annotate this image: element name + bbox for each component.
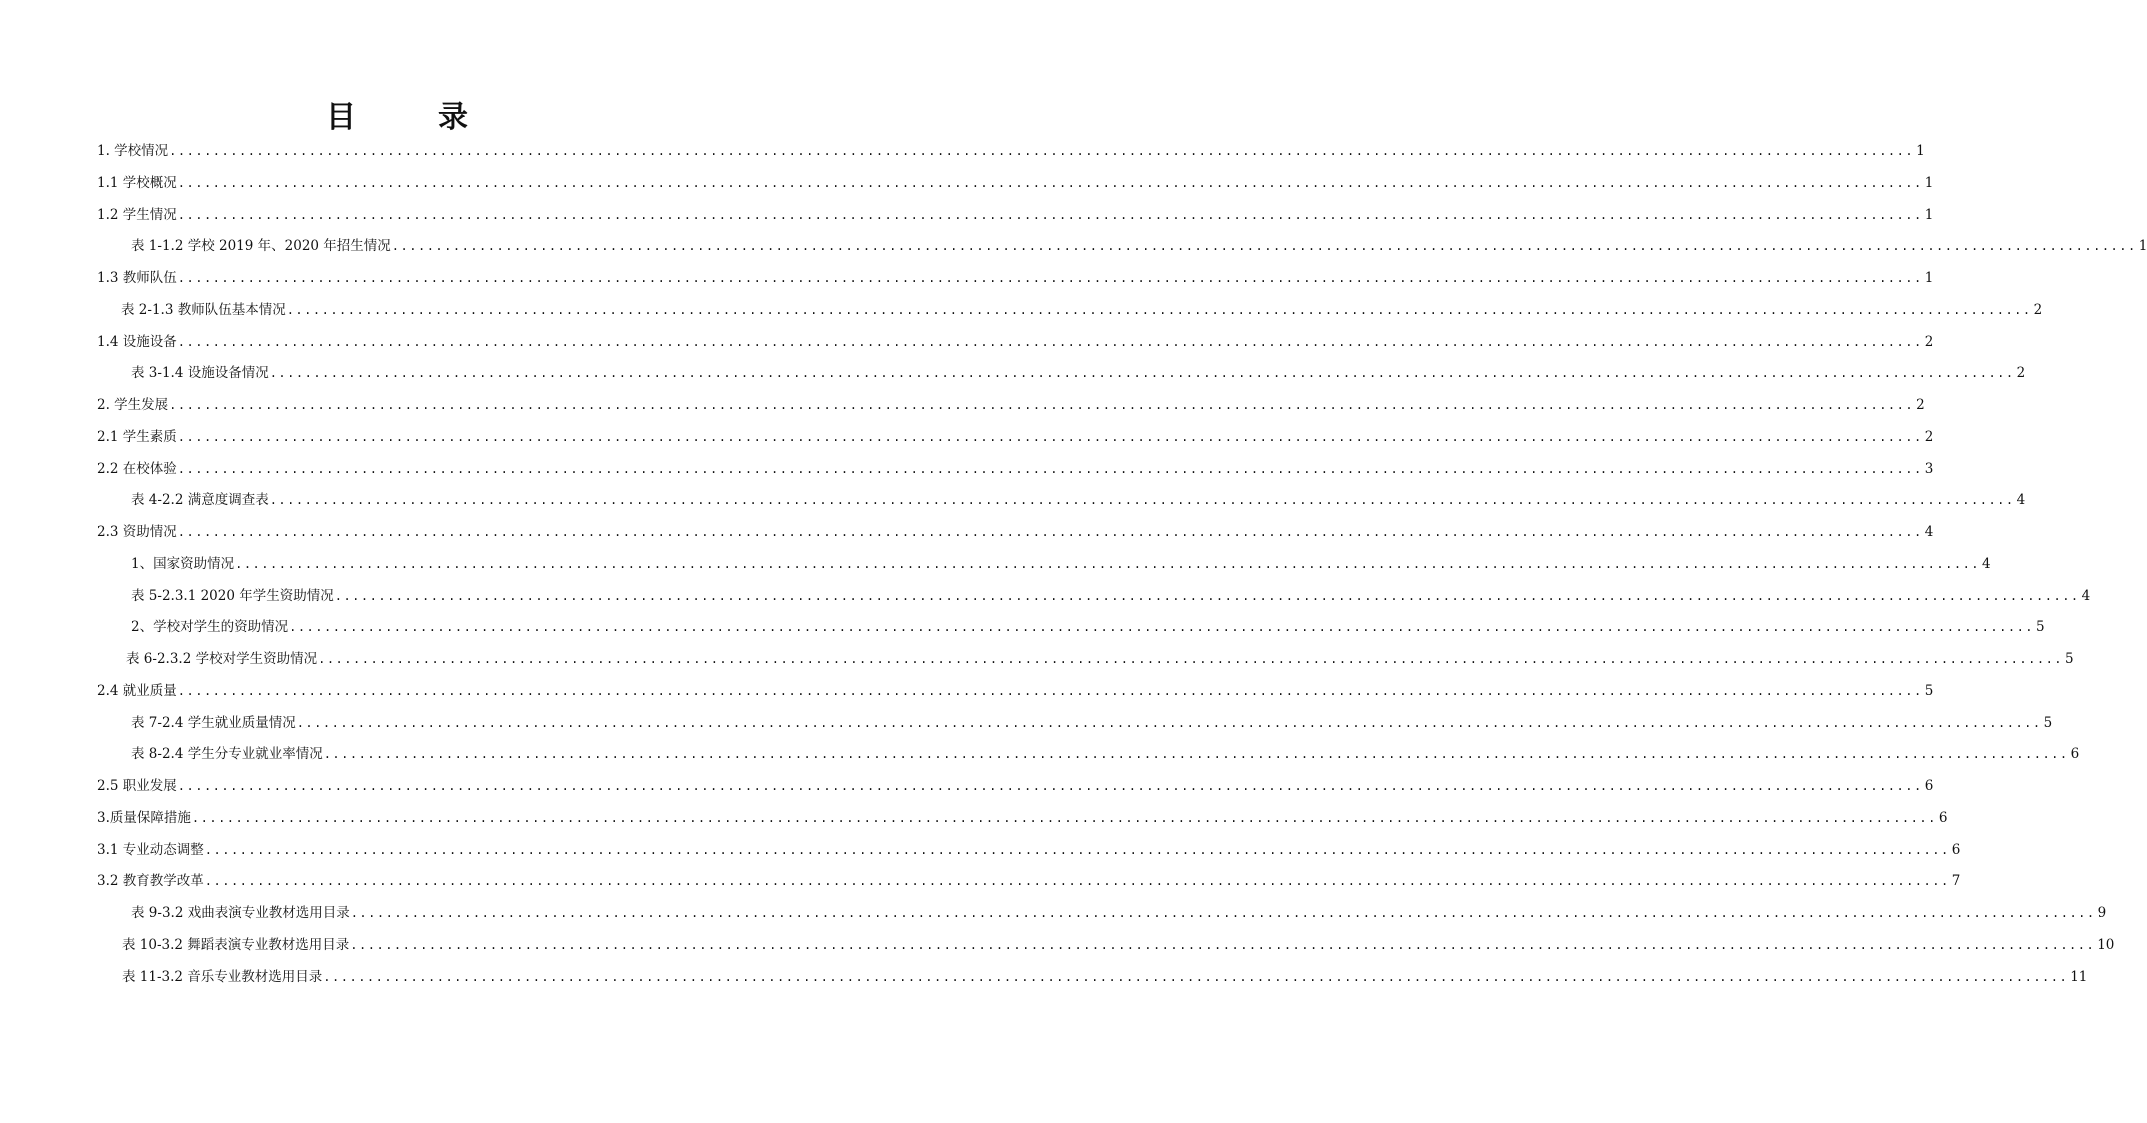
toc-entry-page-number: 5: [1924, 682, 1934, 699]
toc-entry-label: 1. 学校情况: [97, 143, 169, 159]
toc-leader-dots: ........................................................................................................................................................................................................: [350, 937, 2096, 952]
toc-leader-dots: ........................................................................................................................................................................................................: [204, 874, 1950, 889]
toc-leader-dots: ........................................................................................................................................................................................................: [391, 239, 2137, 254]
toc-leader-dots: ........................................................................................................................................................................................................: [289, 620, 2035, 635]
toc-entry-page-number: 9: [2097, 905, 2107, 921]
toc-entry-label: 2.4 就业质量: [97, 682, 177, 699]
toc-leader-dots: ........................................................................................................................................................................................................: [350, 906, 2096, 920]
toc-entry-page-number: 2: [2016, 365, 2026, 382]
toc-leader-dots: ........................................................................................................................................................................................................: [177, 779, 1923, 793]
toc-entry[interactable]: [131, 488, 2026, 512]
toc-entry-page-number: 1: [1924, 174, 1934, 191]
toc-entry[interactable]: [131, 901, 2107, 925]
toc-entry[interactable]: [122, 965, 2088, 989]
toc-entry-page-number: 6: [2070, 746, 2080, 763]
toc-leader-dots: ........................................................................................................................................................................................................: [177, 461, 1923, 476]
toc-entry-page-number: 6: [1951, 841, 1961, 858]
toc-leader-dots: ........................................................................................................................................................................................................: [169, 398, 1915, 412]
toc-entry-label: 3.1 专业动态调整: [97, 841, 204, 858]
toc-entry-page-number: 2: [1924, 333, 1934, 350]
toc-entry-label: 表 5-2.3.1 2020 年学生资助情况: [131, 587, 334, 604]
toc-leader-dots: ........................................................................................................................................................................................................: [191, 810, 1937, 825]
toc-entry-page-number: 2: [1924, 428, 1934, 445]
toc-entry-label: 2. 学生发展: [97, 397, 169, 413]
toc-entry-page-number: 4: [1924, 524, 1934, 540]
toc-entry-page-number: 1: [1924, 206, 1934, 223]
toc-entry-label: 2、学校对学生的资助情况: [131, 619, 289, 636]
page-title: 目 录: [326, 100, 494, 135]
toc-entry-label: 3.质量保障措施: [97, 809, 191, 826]
toc-entry-label: 1.1 学校概况: [97, 174, 177, 191]
toc-entry[interactable]: [131, 361, 2026, 385]
toc-entry-label: 表 10-3.2 舞蹈表演专业教材选用目录: [122, 936, 350, 953]
toc-entry-label: 表 11-3.2 音乐专业教材选用目录: [122, 968, 323, 985]
toc-entry-label: 1.4 设施设备: [97, 333, 177, 350]
toc-entry-page-number: 2: [2033, 301, 2043, 318]
toc-entry-label: 1.2 学生情况: [97, 206, 177, 223]
toc-entry-label: 2.5 职业发展: [97, 778, 177, 794]
toc-leader-dots: ........................................................................................................................................................................................................: [177, 525, 1923, 539]
toc-entry[interactable]: [97, 171, 1934, 195]
toc-entry[interactable]: [126, 647, 2074, 671]
toc-entry-page-number: 5: [2043, 714, 2053, 731]
toc-leader-dots: ........................................................................................................................................................................................................: [323, 969, 2069, 984]
toc-entry[interactable]: [97, 806, 1948, 830]
toc-entry[interactable]: [131, 234, 2147, 258]
toc-leader-dots: ........................................................................................................................................................................................................: [169, 144, 1915, 158]
toc-entry-label: 表 9-3.2 戏曲表演专业教材选用目录: [131, 905, 350, 921]
toc-entry-page-number: 5: [2036, 619, 2045, 636]
toc-leader-dots: ........................................................................................................................................................................................................: [296, 715, 2042, 730]
toc-entry-page-number: 10: [2097, 936, 2115, 953]
toc-entry-label: 2.1 学生素质: [97, 428, 177, 445]
toc-entry-page-number: 6: [1924, 778, 1934, 794]
toc-entry-page-number: 4: [2081, 587, 2091, 604]
toc-entry-label: 表 1-1.2 学校 2019 年、2020 年招生情况: [131, 238, 391, 255]
toc-entry-label: 2.3 资助情况: [97, 524, 177, 540]
toc-entry-label: 2.2 在校体验: [97, 460, 177, 477]
toc-entry-label: 表 2-1.3 教师队伍基本情况: [121, 301, 286, 318]
toc-entry-page-number: 1: [2138, 238, 2147, 255]
toc-entry-page-number: 1: [1924, 270, 1934, 286]
toc-entry-label: 表 8-2.4 学生分专业就业率情况: [131, 746, 323, 763]
toc-entry[interactable]: [97, 869, 1961, 893]
toc-entry-page-number: 1: [1916, 143, 1925, 159]
toc-entry[interactable]: [97, 330, 1934, 354]
toc-entry[interactable]: [97, 266, 1934, 290]
toc-entry[interactable]: [97, 838, 1961, 862]
toc-entry[interactable]: [97, 393, 1925, 417]
toc-entry[interactable]: [131, 552, 1991, 576]
toc-entry[interactable]: [131, 584, 2091, 608]
toc-leader-dots: ........................................................................................................................................................................................................: [318, 652, 2064, 666]
toc-entry[interactable]: [97, 457, 1934, 481]
toc-leader-dots: ........................................................................................................................................................................................................: [177, 271, 1923, 285]
toc-entry-page-number: 7: [1951, 873, 1961, 890]
toc-entry-label: 3.2 教育教学改革: [97, 873, 204, 890]
toc-leader-dots: ........................................................................................................................................................................................................: [177, 207, 1923, 222]
toc-entry[interactable]: [97, 203, 1934, 227]
toc-entry-page-number: 2: [1916, 397, 1925, 413]
toc-entry[interactable]: [97, 425, 1934, 449]
toc-leader-dots: ........................................................................................................................................................................................................: [177, 683, 1923, 698]
toc-leader-dots: ........................................................................................................................................................................................................: [286, 302, 2032, 317]
toc-leader-dots: ........................................................................................................................................................................................................: [323, 747, 2069, 762]
toc-entry[interactable]: [122, 933, 2115, 957]
toc-entry[interactable]: [97, 139, 1925, 163]
toc-entry-label: 表 3-1.4 设施设备情况: [131, 365, 269, 382]
toc-entry[interactable]: [97, 774, 1934, 798]
toc-leader-dots: ........................................................................................................................................................................................................: [177, 334, 1923, 349]
toc-leader-dots: ........................................................................................................................................................................................................: [204, 842, 1950, 857]
toc-entry-page-number: 6: [1938, 809, 1948, 826]
toc-entry[interactable]: [131, 711, 2053, 735]
toc-leader-dots: ........................................................................................................................................................................................................: [177, 175, 1923, 190]
toc-entry[interactable]: [97, 520, 1934, 544]
toc-entry-page-number: 4: [2016, 492, 2026, 509]
toc-entry-label: 表 6-2.3.2 学校对学生资助情况: [126, 651, 318, 667]
toc-leader-dots: ........................................................................................................................................................................................................: [177, 429, 1923, 444]
toc-entry-page-number: 3: [1924, 460, 1934, 477]
toc-entry-label: 表 7-2.4 学生就业质量情况: [131, 714, 296, 731]
toc-leader-dots: ........................................................................................................................................................................................................: [334, 588, 2080, 603]
toc-entry[interactable]: [121, 298, 2043, 322]
toc-entry[interactable]: [97, 679, 1934, 703]
toc-leader-dots: ........................................................................................................................................................................................................: [269, 493, 2015, 508]
toc-entry-page-number: 4: [1982, 555, 1991, 572]
toc-entry-page-number: 11: [2070, 968, 2088, 985]
toc-entry[interactable]: [131, 742, 2080, 766]
toc-entry[interactable]: [131, 615, 2045, 639]
toc-entry-label: 1、国家资助情况: [131, 555, 235, 572]
toc-entry-page-number: 5: [2065, 651, 2074, 667]
toc-leader-dots: ........................................................................................................................................................................................................: [235, 556, 1981, 571]
toc-entry-label: 表 4-2.2 满意度调查表: [131, 492, 269, 509]
toc-entry-label: 1.3 教师队伍: [97, 270, 177, 286]
toc-leader-dots: ........................................................................................................................................................................................................: [269, 366, 2015, 381]
